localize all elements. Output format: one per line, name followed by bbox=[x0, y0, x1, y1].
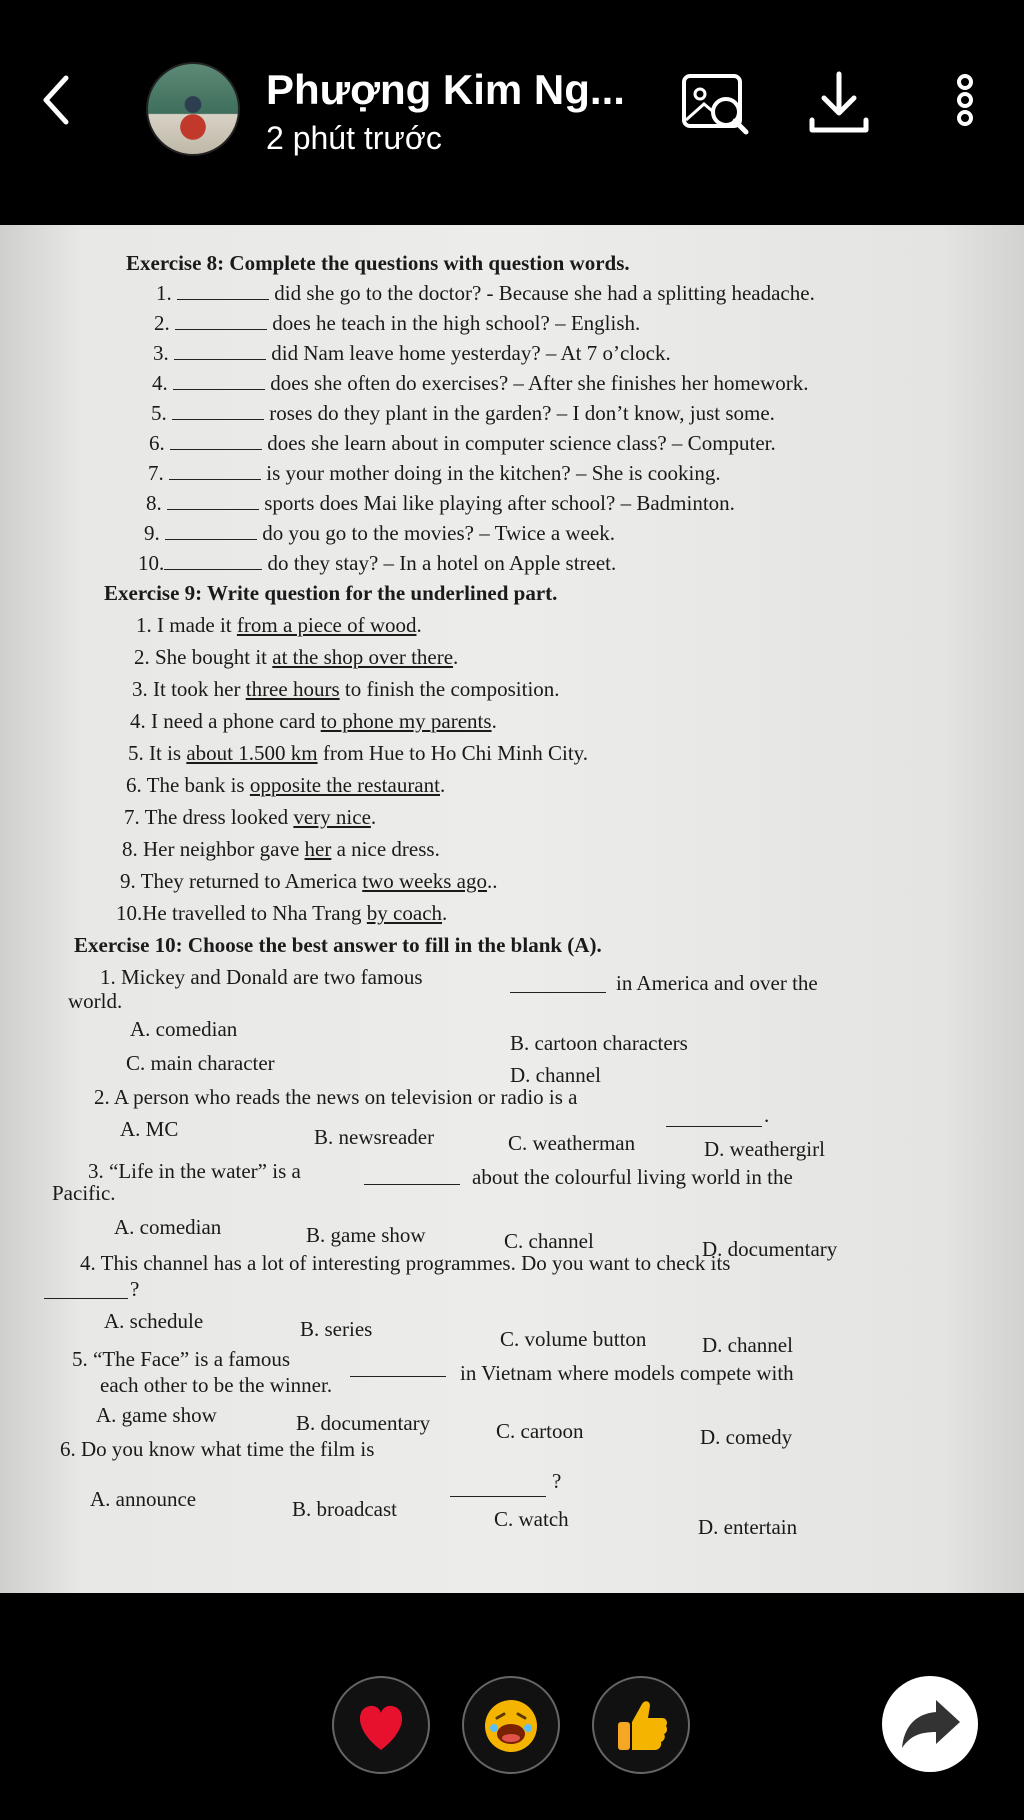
ex10-q3-option-a: A. comedian bbox=[114, 1215, 222, 1239]
ex10-q2-end: . bbox=[764, 1103, 770, 1127]
ex10-q4-end: ? bbox=[130, 1277, 140, 1301]
ex9-item-4: 4. I need a phone card to phone my parents. bbox=[130, 709, 497, 733]
more-vertical-icon[interactable] bbox=[950, 68, 980, 138]
ex10-q5-option-a: A. game show bbox=[96, 1403, 217, 1427]
ex10-q6-end: ? bbox=[552, 1469, 562, 1493]
ex10-q1-option-d: D. channel bbox=[510, 1063, 601, 1087]
ex10-q6-option-c: C. watch bbox=[494, 1507, 569, 1531]
ex10-q6-option-a: A. announce bbox=[90, 1487, 197, 1511]
exercise-8-title: Exercise 8: Complete the questions with question words. bbox=[126, 251, 630, 275]
ex10-q1-option-b: B. cartoon characters bbox=[510, 1031, 688, 1055]
message-time: 2 phút trước bbox=[266, 120, 442, 156]
share-button[interactable] bbox=[882, 1676, 978, 1772]
thumbs-up-icon bbox=[594, 1678, 688, 1772]
laugh-icon bbox=[464, 1678, 558, 1772]
ex10-q1-text-cont: in America and over the bbox=[616, 971, 818, 995]
ex8-item-10: 10. do they stay? – In a hotel on Apple street. bbox=[138, 551, 617, 575]
ex10-q4-text: 4. This channel has a lot of interesting programmes. Do you want to check its bbox=[80, 1251, 731, 1275]
ex8-item-7: 7. is your mother doing in the kitchen? – She is cooking. bbox=[148, 461, 721, 485]
ex10-q6-text: 6. Do you know what time the film is bbox=[60, 1437, 375, 1461]
image-search-icon[interactable] bbox=[680, 68, 752, 138]
ex9-item-3: 3. It took her three hours to finish the composition. bbox=[132, 677, 560, 701]
ex10-q6-option-b: B. broadcast bbox=[292, 1497, 397, 1521]
avatar[interactable] bbox=[146, 62, 240, 156]
ex10-q5-blank bbox=[350, 1375, 446, 1377]
ex10-q2-option-c: C. weatherman bbox=[508, 1131, 636, 1155]
ex10-q1-text-wrap: world. bbox=[68, 989, 123, 1013]
ex10-q1-text: 1. Mickey and Donald are two famous bbox=[100, 965, 423, 989]
ex8-item-4: 4. does she often do exercises? – After she finishes her homework. bbox=[152, 371, 809, 395]
ex10-q3-option-b: B. game show bbox=[306, 1223, 426, 1247]
share-icon bbox=[882, 1676, 978, 1772]
exercise-10-title: Exercise 10: Choose the best answer to fill in the blank (A). bbox=[74, 933, 602, 957]
ex10-q2-option-d: D. weathergirl bbox=[704, 1137, 825, 1161]
chevron-left-icon[interactable] bbox=[36, 70, 76, 130]
ex10-q3-option-c: C. channel bbox=[504, 1229, 594, 1253]
laugh-reaction-button[interactable] bbox=[462, 1676, 560, 1774]
ex9-item-1: 1. I made it from a piece of wood. bbox=[136, 613, 422, 637]
ex10-q2-option-b: B. newsreader bbox=[314, 1125, 435, 1149]
ex9-item-9: 9. They returned to America two weeks ago.. bbox=[120, 869, 498, 893]
ex10-q3-blank bbox=[364, 1183, 460, 1185]
worksheet-photo[interactable] bbox=[0, 225, 1024, 1593]
ex8-item-2: 2. does he teach in the high school? – English. bbox=[154, 311, 641, 335]
ex10-q1-option-c: C. main character bbox=[126, 1051, 275, 1075]
ex10-q6-option-d: D. entertain bbox=[698, 1515, 798, 1539]
exercise-9-title: Exercise 9: Write question for the underlined part. bbox=[104, 581, 558, 605]
ex10-q3-text-cont: about the colourful living world in the bbox=[472, 1165, 793, 1189]
ex8-item-5: 5. roses do they plant in the garden? – I don’t know, just some. bbox=[151, 401, 775, 425]
ex10-q3-text-wrap: Pacific. bbox=[52, 1181, 116, 1205]
ex10-q4-blank bbox=[44, 1297, 128, 1299]
ex8-item-6: 6. does she learn about in computer science class? – Computer. bbox=[149, 431, 776, 455]
download-icon[interactable] bbox=[808, 68, 870, 138]
ex10-q5-text: 5. “The Face” is a famous bbox=[72, 1347, 291, 1371]
ex8-item-1: 1. did she go to the doctor? - Because she had a splitting headache. bbox=[156, 281, 815, 305]
ex10-q3-text: 3. “Life in the water” is a bbox=[88, 1159, 301, 1183]
ex10-q5-option-d: D. comedy bbox=[700, 1425, 793, 1449]
ex10-q5-text-cont: in Vietnam where models compete with bbox=[460, 1361, 794, 1385]
ex9-item-7: 7. The dress looked very nice. bbox=[124, 805, 377, 829]
sender-name[interactable]: Phượng Kim Ng... bbox=[266, 66, 625, 113]
heart-icon bbox=[334, 1678, 428, 1772]
ex10-q2-option-a: A. MC bbox=[120, 1117, 179, 1141]
ex10-q1-blank bbox=[510, 991, 606, 993]
ex10-q5-option-b: B. documentary bbox=[296, 1411, 431, 1435]
ex10-q6-blank bbox=[450, 1495, 546, 1497]
app-header bbox=[0, 0, 1024, 225]
ex10-q5-option-c: C. cartoon bbox=[496, 1419, 584, 1443]
heart-reaction-button[interactable] bbox=[332, 1676, 430, 1774]
ex10-q2-text: 2. A person who reads the news on television or radio is a bbox=[94, 1085, 578, 1109]
ex10-q5-text-wrap: each other to be the winner. bbox=[100, 1373, 333, 1397]
ex9-item-5: 5. It is about 1.500 km from Hue to Ho Chi Minh City. bbox=[128, 741, 589, 765]
ex8-item-3: 3. did Nam leave home yesterday? – At 7 o’clock. bbox=[153, 341, 671, 365]
ex8-item-9: 9. do you go to the movies? – Twice a week. bbox=[144, 521, 615, 545]
ex10-q1-option-a: A. comedian bbox=[130, 1017, 238, 1041]
ex8-item-8: 8. sports does Mai like playing after school? – Badminton. bbox=[146, 491, 735, 515]
ex9-item-6: 6. The bank is opposite the restaurant. bbox=[126, 773, 446, 797]
ex9-item-10: 10.He travelled to Nha Trang by coach. bbox=[116, 901, 448, 925]
ex10-q4-option-b: B. series bbox=[300, 1317, 373, 1341]
ex10-q4-option-a: A. schedule bbox=[104, 1309, 204, 1333]
ex9-item-2: 2. She bought it at the shop over there. bbox=[134, 645, 459, 669]
ex10-q3-option-d: D. documentary bbox=[702, 1237, 838, 1261]
like-reaction-button[interactable] bbox=[592, 1676, 690, 1774]
ex9-item-8: 8. Her neighbor gave her a nice dress. bbox=[122, 837, 440, 861]
ex10-q2-blank bbox=[666, 1125, 762, 1127]
ex10-q4-option-c: C. volume button bbox=[500, 1327, 647, 1351]
ex10-q4-option-d: D. channel bbox=[702, 1333, 793, 1357]
